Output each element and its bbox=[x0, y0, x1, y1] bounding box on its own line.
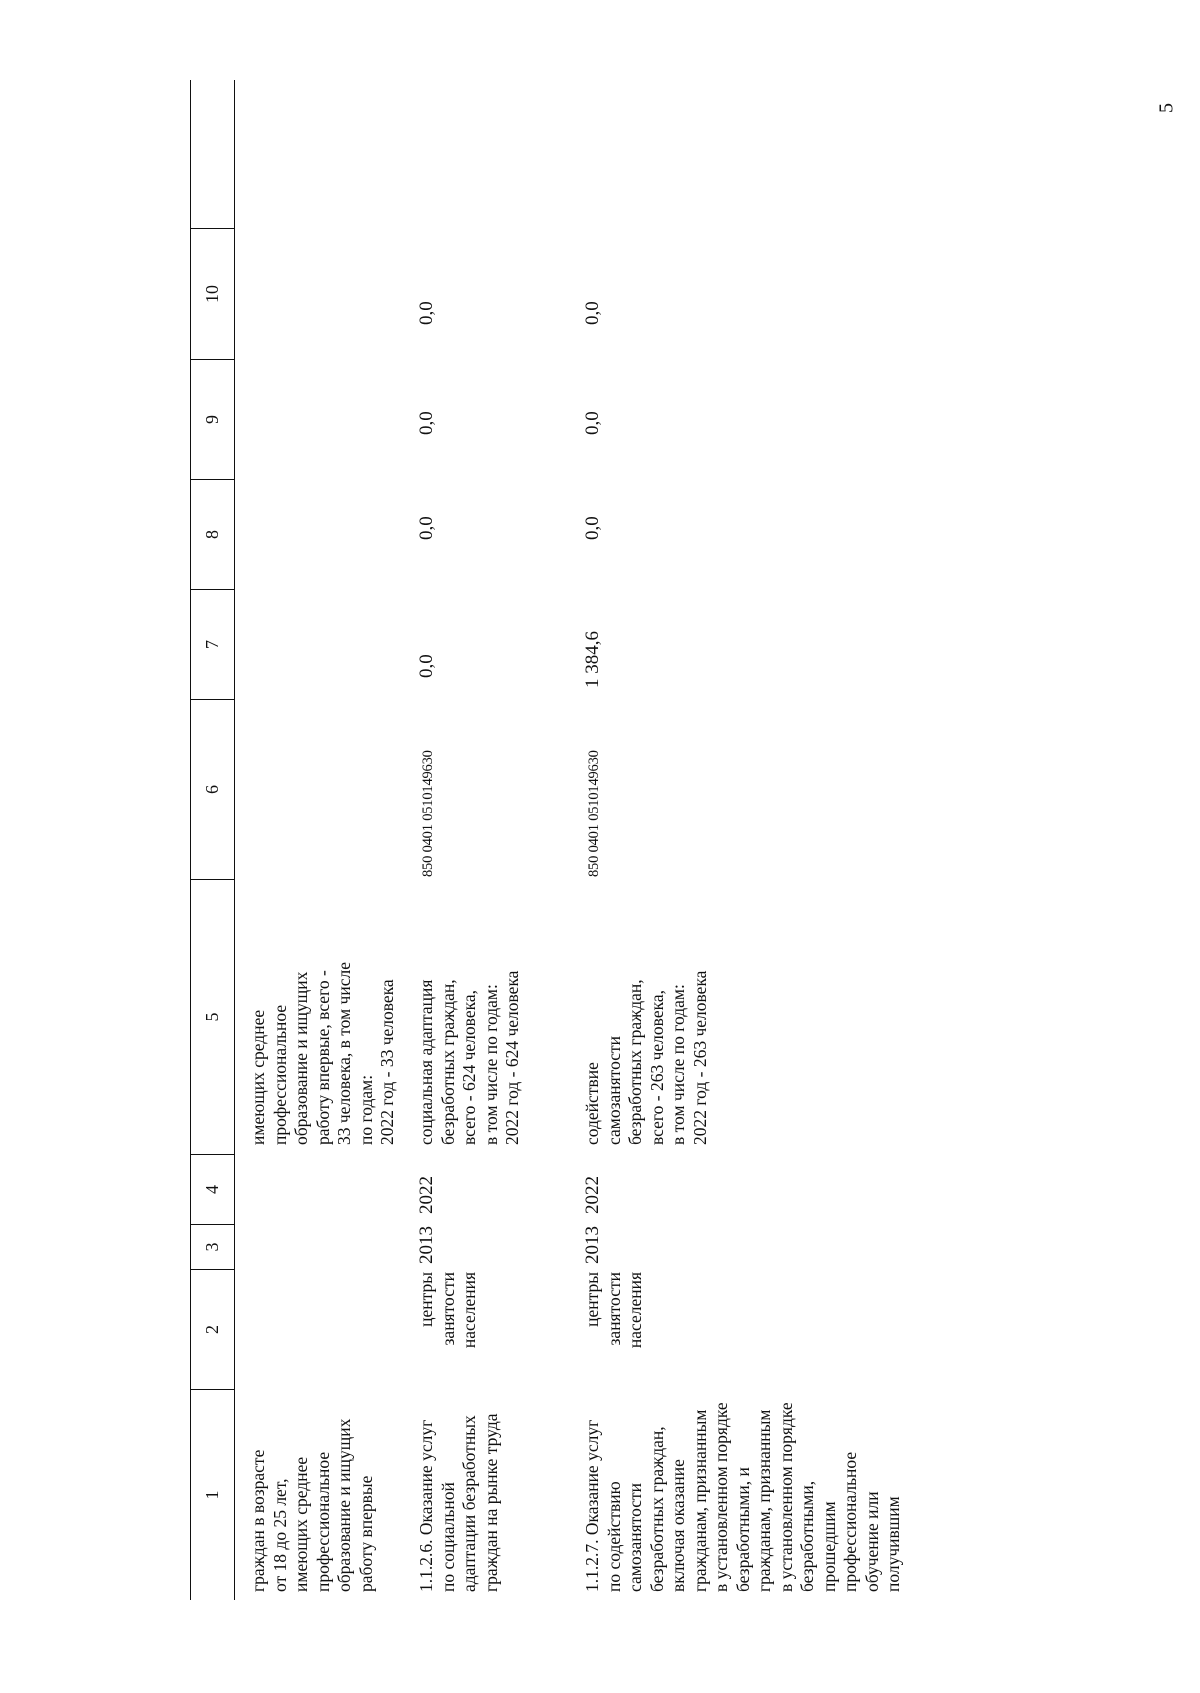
text-line: имеющих среднее bbox=[248, 1009, 268, 1145]
text-line: по социальной bbox=[437, 1482, 458, 1592]
text-line: занятости bbox=[437, 1272, 458, 1346]
text-line: адаптации безработных bbox=[459, 1415, 479, 1592]
text-line: по годам: bbox=[355, 1074, 376, 1145]
row1-col4: 2022 bbox=[416, 1176, 437, 1214]
header-bottom-border bbox=[234, 80, 235, 1600]
text-line: 33 человека, в том числе bbox=[334, 962, 354, 1145]
page-number: 5 bbox=[1155, 103, 1178, 113]
text-line: получившим bbox=[883, 1496, 903, 1592]
col-header-5: 5 bbox=[190, 880, 234, 1155]
rotated-table bbox=[190, 80, 970, 1600]
text-line: граждан в возрасте bbox=[248, 1449, 268, 1592]
col-header-9: 9 bbox=[190, 360, 234, 480]
col-header-10: 10 bbox=[190, 228, 234, 360]
text-line: 1.1.2.7. Оказание услуг bbox=[582, 1419, 602, 1592]
text-line: социальная адаптация bbox=[416, 979, 436, 1145]
text-line: в установленном порядке bbox=[711, 1402, 731, 1592]
text-line: 1.1.2.6. Оказание услуг bbox=[416, 1419, 436, 1592]
row2-col6: 850 0401 0510149630 bbox=[586, 750, 602, 877]
budget-table bbox=[190, 80, 970, 1600]
text-line: 2022 год - 33 человека bbox=[377, 979, 397, 1145]
text-line: населения bbox=[625, 1272, 645, 1349]
text-line: центры bbox=[582, 1272, 602, 1327]
text-line: прошедшим bbox=[818, 1501, 839, 1592]
text-line: имеющих среднее bbox=[291, 1456, 311, 1592]
text-line: центры bbox=[416, 1272, 436, 1327]
text-line: гражданам, признанным bbox=[689, 1409, 710, 1592]
row2-col10: 0,0 bbox=[582, 301, 603, 325]
col-header-8: 8 bbox=[190, 480, 234, 590]
col-header-6: 6 bbox=[190, 700, 234, 880]
col-header-7: 7 bbox=[190, 590, 234, 700]
text-line: 2022 год - 263 человека bbox=[689, 970, 710, 1145]
row2-col1 bbox=[582, 1384, 905, 1592]
text-line: от 18 до 25 лет, bbox=[269, 1478, 290, 1592]
row1-col9: 0,0 bbox=[416, 411, 437, 435]
text-line: обучение или bbox=[861, 1491, 882, 1592]
col-header-4: 4 bbox=[190, 1155, 234, 1225]
text-line: по содействию bbox=[603, 1481, 624, 1592]
col-header-3: 3 bbox=[190, 1225, 234, 1270]
text-line: в установленном порядке bbox=[775, 1402, 796, 1592]
row2-col9: 0,0 bbox=[582, 411, 603, 435]
row2-col3: 2013 bbox=[582, 1226, 603, 1264]
text-line: самозанятости bbox=[603, 1035, 624, 1145]
row2-col2 bbox=[582, 1272, 647, 1352]
text-line: 2022 год - 624 человека bbox=[502, 970, 522, 1145]
text-line: безработных граждан, bbox=[646, 1426, 667, 1592]
row1-col1 bbox=[416, 1384, 502, 1592]
row2-col8: 0,0 bbox=[582, 516, 603, 540]
row2-col4: 2022 bbox=[582, 1176, 603, 1214]
text-line: в том числе по годам: bbox=[668, 984, 688, 1145]
text-line: безработных граждан, bbox=[437, 979, 458, 1145]
row1-col6: 850 0401 0510149630 bbox=[420, 750, 436, 877]
text-line: профессиональное bbox=[312, 1451, 333, 1592]
row0-col5 bbox=[248, 883, 399, 1145]
row1-col2 bbox=[416, 1272, 481, 1352]
text-line: всего - 263 человека, bbox=[646, 990, 667, 1145]
text-line: самозанятости bbox=[625, 1482, 645, 1592]
row1-col7: 0,0 bbox=[416, 654, 437, 678]
col-header-2: 2 bbox=[190, 1270, 234, 1390]
row1-col10: 0,0 bbox=[416, 301, 437, 325]
row2-col7: 1 384,6 bbox=[582, 631, 603, 688]
text-line: включая оказание bbox=[668, 1459, 688, 1592]
text-line: граждан на рынке труда bbox=[480, 1413, 501, 1592]
text-line: безработными, и bbox=[732, 1467, 753, 1592]
text-line: образование и ищущих bbox=[291, 971, 311, 1145]
text-line: в том числе по годам: bbox=[480, 984, 501, 1145]
text-line: занятости bbox=[603, 1272, 624, 1346]
row1-col3: 2013 bbox=[416, 1226, 437, 1264]
row2-col5 bbox=[582, 883, 711, 1145]
row0-col1 bbox=[248, 1384, 377, 1592]
text-line: безработных граждан, bbox=[625, 979, 645, 1145]
row1-col8: 0,0 bbox=[416, 516, 437, 540]
col-header-1: 1 bbox=[202, 1490, 222, 1500]
text-line: безработными, bbox=[797, 1480, 817, 1592]
text-line: работу впервые bbox=[355, 1475, 376, 1592]
text-line: образование и ищущих bbox=[334, 1418, 354, 1592]
text-line: всего - 624 человека, bbox=[459, 990, 479, 1145]
text-line: профессиональное bbox=[840, 1451, 860, 1592]
row1-col5 bbox=[416, 883, 524, 1145]
text-line: профессиональное bbox=[269, 1004, 290, 1145]
text-line: работу впервые, всего - bbox=[312, 970, 333, 1145]
text-line: гражданам, признанным bbox=[754, 1409, 774, 1592]
text-line: населения bbox=[459, 1272, 479, 1349]
text-line: содействие bbox=[582, 1062, 602, 1145]
